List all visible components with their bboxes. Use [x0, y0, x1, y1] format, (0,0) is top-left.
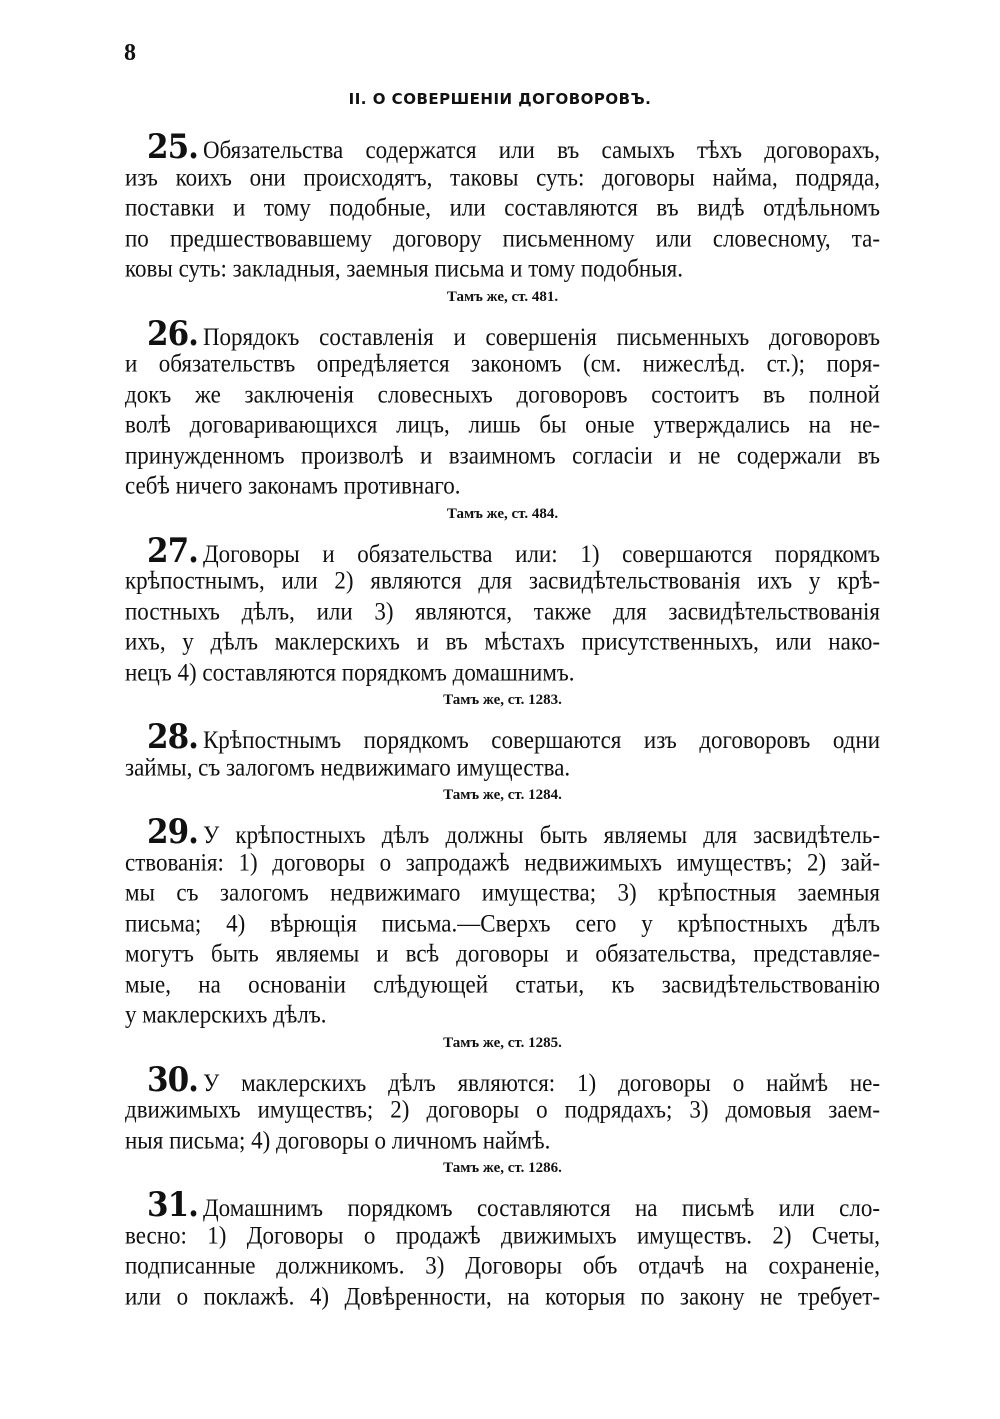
- source-reference: Тамъ же, ст. 1284.: [443, 787, 562, 803]
- source-reference: Тамъ же, ст. 481.: [446, 288, 559, 305]
- article-26: [125, 316, 880, 524]
- line-text: ныя письма; 4) договоры о личномъ наймѣ.: [125, 1126, 551, 1154]
- line-text: У маклерскихъ дѣлъ являются: 1) договоры о наймѣ не-: [202, 1068, 880, 1096]
- text-line: [125, 439, 880, 473]
- line-text: Домашнимъ порядкомъ составляются на письмѣ или сло-: [202, 1193, 880, 1222]
- line-text: докъ же заключенія словесныхъ договоровъ состоитъ въ полной: [125, 380, 880, 408]
- line-text: постныхъ дѣлъ, или 3) являются, также для засвидѣтельствованія: [125, 597, 880, 625]
- line-text: весно: 1) Договоры о продажѣ движимыхъ имуществъ. 2) Счеты,: [125, 1221, 880, 1249]
- text-line: [125, 751, 880, 785]
- text-line: [125, 625, 880, 659]
- text-line: [125, 1280, 880, 1314]
- text-line: [125, 720, 880, 754]
- text-line: [125, 347, 880, 381]
- line-text: поставки и тому подобные, или составляются въ видѣ отдѣльномъ: [125, 193, 880, 222]
- article-28: [125, 722, 880, 805]
- text-line: [125, 317, 880, 351]
- line-text: и обязательствъ опредѣляется закономъ (см. нижеслѣд. ст.); поря-: [125, 349, 880, 378]
- article-25: [125, 132, 880, 307]
- source-reference: Тамъ же, ст. 484.: [446, 505, 559, 522]
- article-number: 29.: [147, 815, 198, 850]
- page-number: 8: [124, 40, 136, 66]
- line-text: могутъ быть являемы и всѣ договоры и обязательства, представляе-: [125, 939, 880, 968]
- article-number: 31.: [147, 1188, 198, 1223]
- text-line: [125, 595, 880, 629]
- line-text: займы, съ залогомъ недвижимаго имущества.: [125, 753, 571, 781]
- line-text: движимыхъ имуществъ; 2) договоры о подрядахъ; 3) домовыя заем-: [125, 1095, 880, 1124]
- line-text: Договоры и обязательства или: 1) совершаются порядкомъ: [202, 539, 880, 567]
- text-line: [125, 937, 880, 971]
- line-text: принужденномъ произволѣ и взаимномъ согласіи и не содержали въ: [125, 441, 880, 469]
- text-line: [125, 564, 880, 598]
- article-31: [125, 1190, 880, 1312]
- text-line: [125, 876, 880, 910]
- line-text: крѣпостнымъ, или 2) являются для засвидѣтельствованія ихъ у крѣ-: [125, 566, 880, 595]
- text-line: [125, 656, 880, 690]
- line-text: ихъ, у дѣлъ маклерскихъ и въ мѣстахъ присутственныхъ, или нако-: [125, 627, 880, 656]
- article-number: 30.: [147, 1062, 198, 1097]
- section-heading: II. О СОВЕРШЕНІИ ДОГОВОРОВЪ.: [348, 90, 652, 108]
- text-line: [125, 968, 880, 1002]
- article-number: 25.: [147, 130, 198, 165]
- document-body: [125, 132, 880, 1324]
- text-line: [125, 130, 880, 164]
- line-text: Крѣпостнымъ порядкомъ совершаются изъ договоровъ одни: [202, 725, 880, 754]
- article-27: [125, 533, 880, 711]
- text-line: [125, 1219, 880, 1253]
- text-line: [125, 408, 880, 442]
- text-line: [125, 1188, 880, 1222]
- article-29: [125, 817, 880, 1053]
- line-text: У крѣпостныхъ дѣлъ должны быть являемы для засвидѣтель-: [202, 820, 880, 849]
- line-text: изъ коихъ они происходятъ, таковы суть: договоры найма, подряда,: [125, 163, 880, 191]
- line-text: ствованія: 1) договоры о запродажѣ недвижимыхъ имуществъ; 2) зай-: [125, 848, 880, 876]
- text-line: [125, 161, 880, 195]
- line-text: Обязательства содержатся или въ самыхъ тѣхъ договорахъ,: [202, 135, 880, 164]
- text-line: [125, 252, 880, 286]
- text-line: [125, 907, 880, 941]
- line-text: мы съ залогомъ недвижимаго имущества; 3) крѣпостныя заемныя: [125, 878, 880, 907]
- text-line: [125, 1249, 880, 1283]
- line-text: себѣ ничего законамъ противнаго.: [125, 471, 461, 500]
- text-line: [125, 1063, 880, 1097]
- text-line: [125, 998, 880, 1032]
- source-reference: Тамъ же, ст. 1283.: [443, 692, 562, 708]
- line-text: по предшествовавшему договору письменному или словесному, та-: [125, 224, 880, 252]
- text-line: [125, 191, 880, 225]
- line-text: волѣ договаривающихся лицъ, лишь бы оные утверждались на не-: [125, 410, 880, 439]
- text-line: [125, 534, 880, 568]
- source-reference: Тамъ же, ст. 1286.: [443, 1160, 562, 1176]
- article-30: [125, 1062, 880, 1179]
- line-text: нецъ 4) составляются порядкомъ домашнимъ.: [125, 658, 575, 686]
- text-line: [125, 815, 880, 849]
- text-line: [125, 1124, 880, 1158]
- line-text: письма; 4) вѣрющія письма.—Сверхъ сего у крѣпостныхъ дѣлъ: [125, 909, 880, 937]
- line-text: или о поклажѣ. 4) Довѣренности, на которыя по закону не требует-: [125, 1282, 880, 1310]
- text-line: [125, 1093, 880, 1127]
- line-text: у маклерскихъ дѣлъ.: [125, 1000, 327, 1029]
- text-line: [125, 469, 880, 503]
- line-text: ковы суть: закладныя, заемныя письма и тому подобныя.: [125, 254, 683, 283]
- line-text: мые, на основаніи слѣдующей статьи, къ засвидѣтельствованію: [125, 970, 880, 998]
- line-text: Порядокъ составленія и совершенія письменныхъ договоровъ: [202, 322, 880, 350]
- source-reference: Тамъ же, ст. 1285.: [443, 1034, 562, 1051]
- text-line: [125, 378, 880, 412]
- article-number: 26.: [147, 316, 198, 351]
- article-number: 27.: [147, 533, 198, 568]
- text-line: [125, 222, 880, 256]
- text-line: [125, 846, 880, 880]
- article-number: 28.: [147, 720, 198, 755]
- line-text: подписанные должникомъ. 3) Договоры объ отдачѣ на сохраненіе,: [125, 1251, 880, 1280]
